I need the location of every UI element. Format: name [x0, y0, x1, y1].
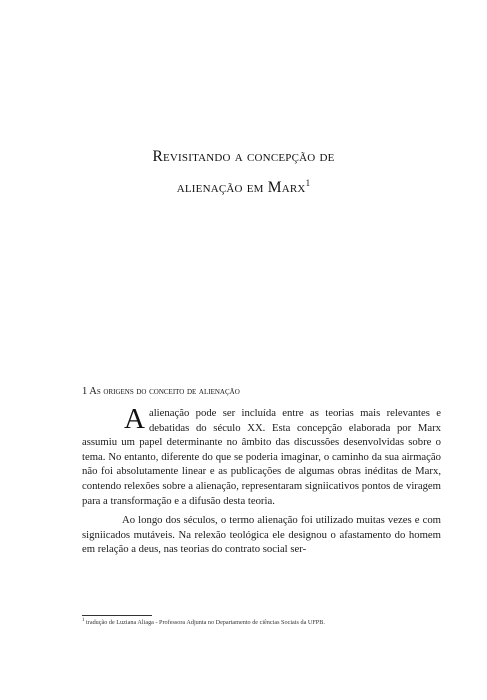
chapter-title-line-1: Revisitando a concepção de	[152, 148, 335, 165]
footnote	[82, 618, 325, 626]
drop-cap: A	[124, 403, 145, 435]
section-heading: 1 As origens do conceito de alienação	[82, 386, 240, 397]
paragraph-1-text: alienação pode ser incluída entre as teorias mais relevantes e debatidas do século XX. Esta concepção elaborada por Marx assumiu um papel determinante no âmbito das discussões desenvolvidas sobre o tema. No entanto, diferente do que se poderia imaginar, o caminho da sua airmação não foi absolutamente linear e as publicações de algumas obras inéditas de Marx, contendo relexões sobre a alienação, representaram signiicativos pontos de viragem para a transformação e a difusão desta teoria.	[82, 407, 441, 507]
footnote-number: 1	[82, 618, 85, 623]
body-text	[82, 400, 441, 557]
title-footnote-ref[interactable]: 1	[305, 178, 311, 188]
footnote-divider	[82, 615, 152, 616]
chapter-title-line-2	[60, 170, 427, 201]
paragraph-1	[82, 400, 441, 508]
chapter-title-line-2-text: alienação em Marx	[176, 179, 306, 196]
chapter-title	[60, 143, 427, 201]
footnote-text: tradução de Luziana Aliaga - Professora Adjunta no Departamento de ciências Sociais da UFPB.	[86, 619, 325, 627]
paragraph-2: Ao longo dos séculos, o termo alienação foi utilizado muitas vezes e com signiicados mutáveis. Na relexão teológica ele designou o afastamento do homem em relação a deus, nas teorias do contrato social ser-	[82, 514, 441, 556]
